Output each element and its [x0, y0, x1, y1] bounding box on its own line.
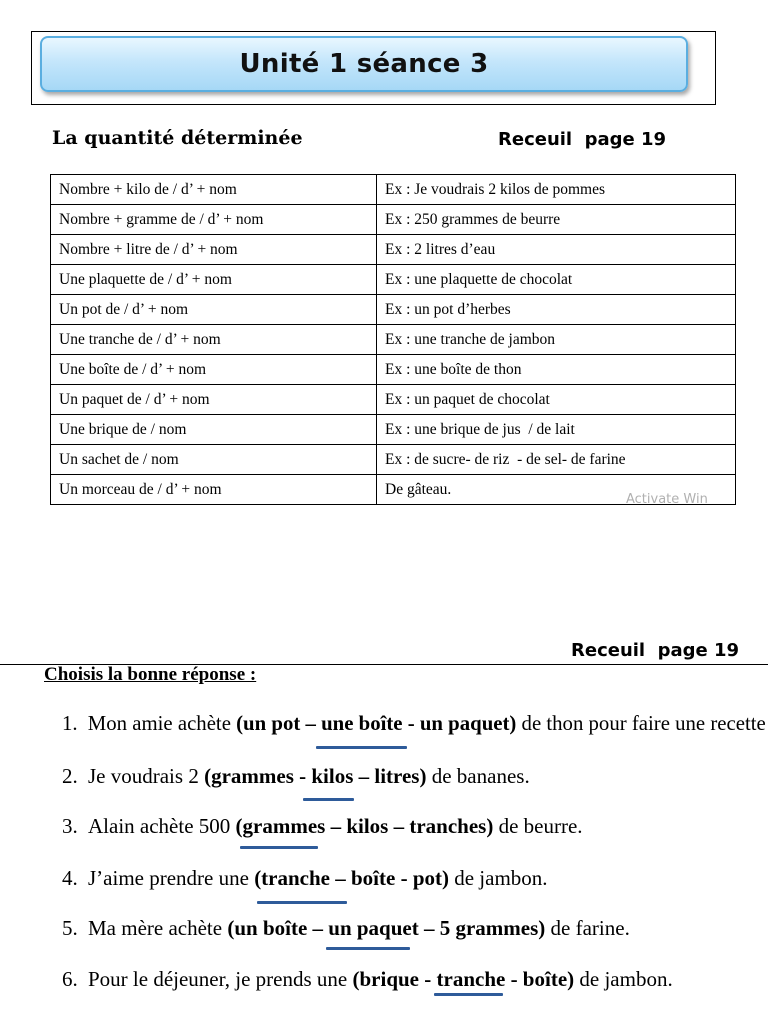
question-number: 4.: [62, 866, 78, 890]
example-cell: Ex : 2 litres d’eau: [377, 235, 736, 265]
quantity-table: [50, 174, 736, 505]
question-text-end: de jambon.: [448, 866, 548, 890]
question-text: J’aime prendre une: [88, 866, 255, 890]
question-text: Pour le déjeuner, je prends une: [88, 967, 353, 991]
table-row: [51, 415, 736, 445]
rule-cell: Un pot de / d’ + nom: [51, 295, 377, 325]
title-frame: [31, 31, 716, 105]
exercise-title: Choisis la bonne réponse :: [44, 664, 257, 685]
answer-underline: [326, 947, 410, 950]
example-cell: Ex : un pot d’herbes: [377, 295, 736, 325]
example-cell: Ex : une brique de jus / de lait: [377, 415, 736, 445]
rule-cell: Nombre + kilo de / d’ + nom: [51, 175, 377, 205]
title-banner: [40, 36, 688, 92]
question-text-end: de farine.: [545, 916, 630, 940]
rule-cell: Nombre + litre de / d’ + nom: [51, 235, 377, 265]
answer-underline: [303, 798, 354, 801]
question-6: [62, 967, 673, 992]
question-number: 2.: [62, 764, 78, 788]
answer-underline: [434, 993, 503, 996]
question-text: Alain achète 500: [88, 814, 236, 838]
question-text-end: de thon pour faire une recette: [516, 711, 766, 735]
answer-choices: (un boîte – un paquet – 5 grammes): [227, 916, 546, 940]
answer-choices: (grammes – kilos – tranches): [235, 814, 494, 838]
rule-cell: Une tranche de / d’ + nom: [51, 325, 377, 355]
example-cell: Ex : une plaquette de chocolat: [377, 265, 736, 295]
section-heading: La quantité déterminée: [52, 127, 303, 149]
question-text-end: de jambon.: [574, 967, 673, 991]
question-number: 5.: [62, 916, 78, 940]
reference-label: Receuil page 19: [498, 129, 667, 150]
table-row: [51, 445, 736, 475]
question-text: Ma mère achète: [88, 916, 228, 940]
rule-cell: Un paquet de / d’ + nom: [51, 385, 377, 415]
example-cell: Ex : un paquet de chocolat: [377, 385, 736, 415]
question-5: [62, 916, 630, 941]
page-title: Unité 1 séance 3: [239, 49, 489, 79]
answer-choices: (tranche – boîte - pot): [254, 866, 449, 890]
table-row: [51, 385, 736, 415]
question-2: [62, 764, 530, 789]
answer-choices: (grammes - kilos – litres): [204, 764, 427, 788]
question-text-end: de beurre.: [493, 814, 583, 838]
table-row: [51, 355, 736, 385]
question-text: Mon amie achète: [87, 711, 237, 735]
question-number: 6.: [62, 967, 78, 991]
exercise-reference-label: Receuil page 19: [571, 640, 740, 661]
question-number: 3.: [62, 814, 78, 838]
table-row: [51, 295, 736, 325]
example-cell: Ex : une boîte de thon: [377, 355, 736, 385]
question-text: Je voudrais 2: [88, 764, 205, 788]
table-row: [51, 325, 736, 355]
question-number: 1.: [62, 711, 78, 735]
question-1: [62, 711, 766, 736]
example-cell: Ex : une tranche de jambon: [377, 325, 736, 355]
answer-underline: [257, 901, 347, 904]
example-cell: Ex : de sucre- de riz - de sel- de farine: [377, 445, 736, 475]
table-row: [51, 205, 736, 235]
example-cell: Ex : Je voudrais 2 kilos de pommes: [377, 175, 736, 205]
table-row: [51, 265, 736, 295]
table-row: [51, 175, 736, 205]
answer-underline: [240, 846, 318, 849]
rule-cell: Une plaquette de / d’ + nom: [51, 265, 377, 295]
answer-choices: (un pot – une boîte - un paquet): [236, 711, 517, 735]
rule-cell: Un sachet de / nom: [51, 445, 377, 475]
answer-underline: [316, 746, 407, 749]
rule-cell: Une brique de / nom: [51, 415, 377, 445]
rule-cell: Un morceau de / d’ + nom: [51, 475, 377, 505]
table-row: [51, 235, 736, 265]
rule-cell: Une boîte de / d’ + nom: [51, 355, 377, 385]
rule-cell: Nombre + gramme de / d’ + nom: [51, 205, 377, 235]
activation-watermark: Activate Win: [626, 492, 708, 507]
question-4: [62, 866, 548, 891]
answer-choices: (brique - tranche - boîte): [352, 967, 575, 991]
example-cell: Ex : 250 grammes de beurre: [377, 205, 736, 235]
question-text-end: de bananes.: [426, 764, 530, 788]
example-cell: De gâteau.: [377, 475, 736, 505]
question-3: [62, 814, 583, 839]
